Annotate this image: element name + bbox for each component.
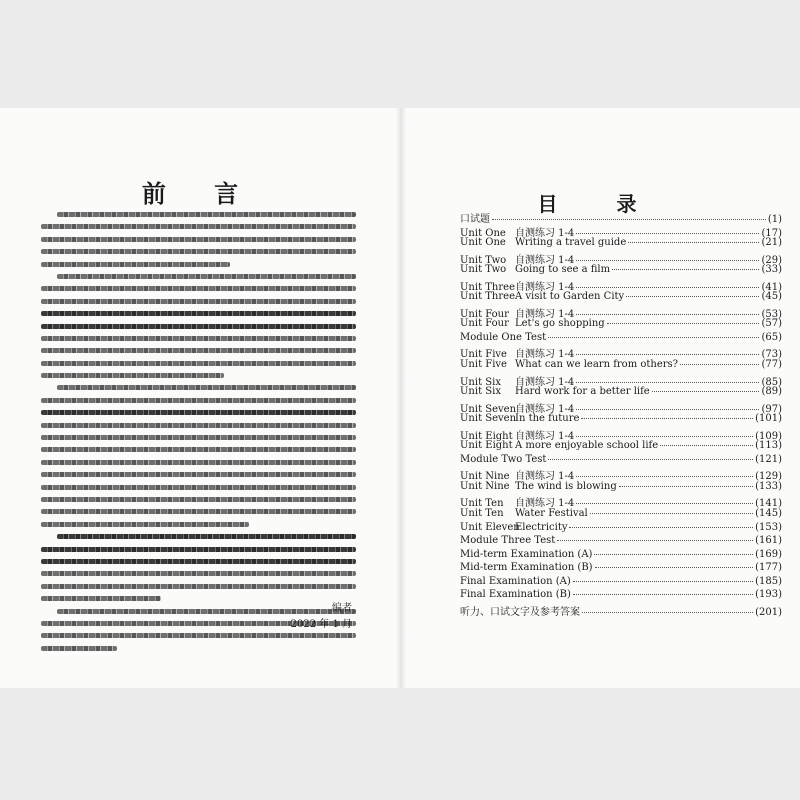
text-line [41,361,356,366]
text-line [41,497,356,502]
contents-entry-unit: Unit Six [460,386,501,398]
contents-entry [460,345,782,359]
contents-entry-page: (85) [761,376,782,388]
contents-entry-page: (89) [761,386,782,398]
contents-entry-unit: Unit Eight [460,440,513,452]
dot-leader [582,612,753,613]
contents-entry-page: (145) [755,508,782,520]
contents-entry [460,535,782,549]
dot-leader [576,260,759,261]
contents-entry-unit: Module Three Test [460,535,556,547]
contents-entry-unit: Module One Test [460,331,547,343]
contents-entry-title: The wind is blowing [515,480,617,492]
contents-entry-page: (57) [761,318,782,330]
contents-entry [460,603,782,617]
text-line [41,596,161,601]
text-line [41,373,224,378]
contents-entry [460,427,782,441]
contents-entry-unit: Final Examination (A) [460,575,571,587]
contents-entry-title: Writing a travel guide [515,237,627,249]
contents-entry-page: (201) [755,606,782,618]
author-signature: 编者 [332,603,352,614]
contents-entry [460,454,782,468]
dot-leader [576,354,759,355]
contents-entry-title: In the future [515,413,580,425]
contents-entry-unit: Unit Three [460,291,515,303]
contents-entry [460,359,782,373]
text-line [41,522,249,527]
contents-entry [460,562,782,576]
contents-entry-title: 自测练习 1-4 [515,430,575,442]
contents-entry [460,440,782,454]
text-line [41,348,356,353]
contents-entry-unit: Module Two Test [460,453,547,465]
dot-leader [557,540,753,541]
contents-entry-page: (109) [755,430,782,442]
dot-leader [576,436,753,437]
contents-entry [460,224,782,238]
dot-leader [619,486,753,487]
text-line [41,485,356,490]
contents-entry [460,508,782,522]
text-line [41,509,356,514]
contents-entry [460,400,782,414]
contents-entry-page: (29) [761,254,782,266]
text-line [41,547,356,552]
preface-body [41,212,356,658]
text-line [41,410,356,415]
contents-entry [460,264,782,278]
contents-title: 目 录 [537,192,663,216]
contents-entry [460,291,782,305]
text-line [41,633,356,638]
contents-entry [460,251,782,265]
contents-entry-page: (101) [755,413,782,425]
contents-entry-unit: Unit Four [460,318,509,330]
contents-entry-title: What can we learn from others? [515,359,679,371]
book-spread [0,108,800,688]
text-line [57,212,356,217]
contents-entry-page: (185) [755,575,782,587]
contents-entry [460,318,782,332]
contents-entry-unit: Unit Seven [460,413,517,425]
contents-entry-unit: 口试题 [460,214,490,225]
contents-entry-title: A more enjoyable school life [515,440,659,452]
contents-entry-unit: Unit Eight [460,430,513,442]
contents-entry-title: 自测练习 1-4 [515,376,575,388]
contents-entry [460,278,782,292]
text-line [41,249,356,254]
contents-entry [460,576,782,590]
contents-entry-title: Water Festival [515,508,588,520]
dot-leader [576,314,759,315]
text-line [41,224,356,229]
text-line [41,571,356,576]
contents-entry-page: (133) [755,480,782,492]
contents-entry-unit: Unit Two [460,264,507,276]
text-line [41,324,356,329]
dot-leader [573,594,753,595]
dot-leader [576,287,759,288]
contents-entry-unit: Unit Five [460,359,507,371]
text-line [41,398,356,403]
contents-entry-page: (73) [761,349,782,361]
dot-leader [660,445,753,446]
dot-leader [576,382,759,383]
contents-entry-unit: Unit Ten [460,498,504,510]
preface-signature [232,601,352,633]
contents-entry-title: Going to see a film [515,264,611,276]
contents-entry-title: 自测练习 1-4 [515,471,575,483]
contents-entry-unit: Unit Eleven [460,521,520,533]
text-line [41,423,356,428]
contents-entry-page: (65) [761,331,782,343]
contents-entry [460,332,782,346]
dot-leader [628,242,759,243]
text-line [41,311,356,316]
text-line [41,435,356,440]
contents-entry-title: Electricity [515,521,568,533]
contents-entry-page: (41) [761,281,782,293]
contents-entry-title: 自测练习 1-4 [515,403,575,415]
contents-entry-page: (1) [767,214,782,225]
contents-entry-page: (97) [761,403,782,415]
dot-leader [548,459,753,460]
contents-entry-page: (77) [761,359,782,371]
contents-entry-page: (121) [755,453,782,465]
contents-entry-unit: Mid-term Examination (B) [460,562,593,574]
contents-entry-title: Hard work for a better life [515,386,650,398]
dot-leader [652,391,760,392]
contents-entry-page: (161) [755,535,782,547]
contents-entry-unit: Unit Ten [460,508,504,520]
dot-leader [594,554,753,555]
contents-entry-page: (113) [755,440,782,452]
contents-entry-page: (141) [755,498,782,510]
contents-entry-unit: Unit Seven [460,403,517,415]
contents-entry-page: (21) [761,237,782,249]
dot-leader [576,409,759,410]
contents-page [400,108,800,688]
contents-entry-unit: Unit Six [460,376,501,388]
dot-leader [548,337,759,338]
dot-leader [595,567,754,568]
text-line [41,559,356,564]
contents-entry-unit: Unit Five [460,349,507,361]
contents-entry-title: Let's go shopping [515,318,605,330]
contents-entry [460,386,782,400]
text-line [57,274,356,279]
preface-page [0,108,400,688]
preface-date: 2022 年 1 月 [290,619,352,630]
dot-leader [607,323,760,324]
dot-leader [492,219,766,220]
dot-leader [581,418,753,419]
contents-list [460,210,782,616]
contents-entry-unit: Unit Nine [460,480,510,492]
contents-entry-unit: Unit Four [460,308,509,320]
contents-entry-title: 自测练习 1-4 [515,308,575,320]
text-line [41,286,356,291]
contents-entry [460,589,782,603]
contents-entry [460,373,782,387]
text-line [41,584,356,589]
text-line [41,460,356,465]
text-line [41,646,117,651]
preface-title: 前 言 [141,179,259,208]
text-line [57,385,356,390]
contents-entry [460,494,782,508]
dot-leader [576,233,759,234]
dot-leader [576,503,753,504]
contents-entry-title: 自测练习 1-4 [515,498,575,510]
contents-entry-page: (177) [755,562,782,574]
contents-entry-page: (193) [755,589,782,601]
contents-entry-unit: 听力、口试文字及参考答案 [460,606,580,618]
contents-entry [460,305,782,319]
contents-entry [460,413,782,427]
text-line [41,299,356,304]
contents-entry [460,467,782,481]
text-line [57,534,356,539]
dot-leader [569,527,753,528]
text-line [41,447,356,452]
text-line [41,237,356,242]
contents-entry-unit: Unit Three [460,281,515,293]
contents-entry-page: (129) [755,471,782,483]
contents-entry [460,522,782,536]
contents-entry-title: 自测练习 1-4 [515,349,575,361]
dot-leader [612,269,759,270]
contents-entry-unit: Final Examination (B) [460,589,571,601]
contents-entry-page: (53) [761,308,782,320]
contents-entry-page: (17) [761,227,782,239]
text-line [41,336,356,341]
contents-entry-page: (45) [761,291,782,303]
contents-entry [460,481,782,495]
contents-entry-title: 自测练习 1-4 [515,227,575,239]
dot-leader [573,581,753,582]
dot-leader [626,296,759,297]
contents-entry-unit: Mid-term Examination (A) [460,548,593,560]
contents-entry-page: (169) [755,548,782,560]
contents-entry [460,549,782,563]
contents-entry-unit: Unit Two [460,254,507,266]
dot-leader [590,513,753,514]
dot-leader [576,476,753,477]
contents-entry-unit: Unit Nine [460,471,510,483]
contents-entry [460,210,782,224]
text-line [41,262,230,267]
contents-entry-page: (153) [755,521,782,533]
dot-leader [680,364,759,365]
contents-entry-title: A visit to Garden City [515,291,625,303]
text-line [41,472,356,477]
contents-entry [460,237,782,251]
contents-entry-title: 自测练习 1-4 [515,254,575,266]
contents-entry-title: 自测练习 1-4 [515,281,575,293]
contents-entry-unit: Unit One [460,237,506,249]
contents-entry-page: (33) [761,264,782,276]
contents-entry-unit: Unit One [460,227,506,239]
